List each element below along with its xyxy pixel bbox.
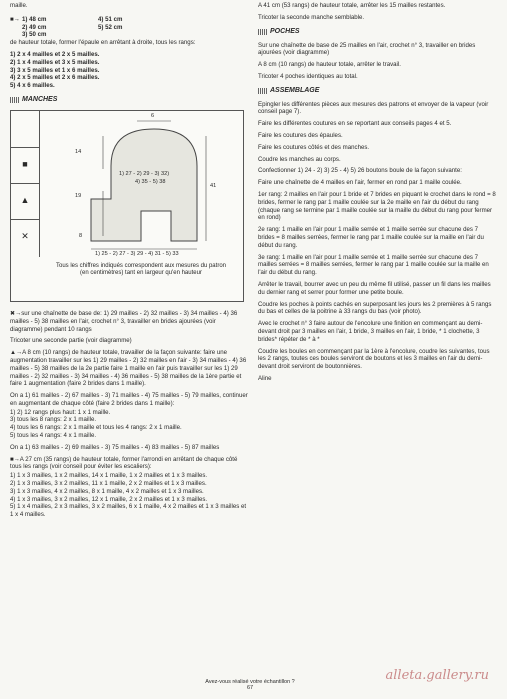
- left-p6-lines: 1) 1 x 3 mailles, 1 x 2 mailles, 14 x 1 maille, 1 x 2 mailles et 1 x 3 mailles. 2) 1 x 3 mailles, 3 x 2 mailles, 11 x 1 maille, 2 x 2 mailles et 1 x 3 mailles. 3) 1 x 3 mailles, 4 x 2 mailles, 8 x 1 maille, 4 x 2 mailles et 1 x 3 mailles. 4) 1 x 3 mailles, 3 x 2 mailles, 12 x 1 maille, 2 x 2 mailles et 1 x 3 mailles. 5) 1 x 4 mailles, 2 x 3 mailles, 3 x 2 mailles, 6 x 1 maille, 4 x 2 mailles et 1 x 3 mailles et 1 x 4 mailles.: [10, 472, 247, 519]
- dim-top: 6: [151, 112, 155, 119]
- size-2: 2) 49 cm: [22, 23, 47, 31]
- top-word: maille.: [10, 2, 28, 9]
- dim-left-mid: 19: [75, 192, 82, 199]
- assembly-14: Coudre les boules en commençant par la 1ère à l'encolure, coudre les suivantes, tous les 2 rangs, toutes ces boules serviront de boutons et les 3 mailles en l'air du demi-devant droit serviront de boutonnières.: [258, 347, 490, 371]
- assembly-3: Faire les coutures des épaules.: [258, 132, 343, 140]
- diagram-caption: Tous les chiffres indiqués correspondent aux mesures du patron (en centimètres) tant en largeur qu'en hauteur: [56, 262, 226, 277]
- section-poches: POCHES: [258, 28, 496, 37]
- right-paragraph-2: Tricoter la seconde manche semblable.: [258, 13, 365, 21]
- section-assemblage: ASSEMBLAGE: [258, 87, 496, 96]
- dim-left-top: 14: [75, 148, 82, 155]
- left-column: [10, 0, 248, 523]
- section-bullet-icon: [10, 97, 19, 103]
- left-paragraph-3: ▲→A 8 cm (10 rangs) de hauteur totale, travailler de la façon suivante: faire une augmentation travailler sur les 1) 29 mailles - 2) 32 mailles en l'air - 3) 34 mailles - 4) 36 mailles - 5) 38 mailles de la 2e partie faire 1 maille en l'air puis travailler sur les 1) 29 mailles - 2) 32 mailles - 3) 34 mailles - 4) 36 mailles - 5) 38 mailles de la 1ère partie et faire 1 augmentation (faire 2 brides dans 1 maille).: [10, 349, 247, 388]
- footer-question: Avez-vous réalisé votre échantillon ?: [205, 679, 295, 685]
- assembly-11: Arrêter le travail, bourrer avec un peu du même fil utilisé, passer un fil dans les mailles du dernier rang et serrer pour former une petite boule.: [258, 281, 491, 296]
- size-list: [10, 16, 248, 39]
- page-number: 67: [246, 685, 254, 692]
- section-bullet-icon: [258, 88, 267, 94]
- left-paragraph-2: Tricoter une seconde partie (voir diagramme): [10, 337, 132, 345]
- assembly-7: Faire une chaînette de 4 mailles en l'air, fermer en rond par 1 maille coulée.: [258, 179, 462, 187]
- assembly-4: Faire les coutures côtés et des manches.: [258, 143, 370, 151]
- left-paragraph-5: On a 1) 63 mailles - 2) 69 mailles - 3) 75 mailles - 4) 83 mailles - 5) 87 mailles: [10, 443, 220, 451]
- dim-bottom: 1) 25 - 2) 27 - 3) 29 - 4) 31 - 5) 33: [95, 250, 179, 257]
- size-4: 4) 51 cm: [98, 15, 123, 23]
- assembly-5: Coudre les manches au corps.: [258, 155, 341, 163]
- right-paragraph-4: A 8 cm (10 rangs) de hauteur totale, arrêter le travail.: [258, 61, 401, 69]
- right-paragraph-5: Tricoter 4 poches identiques au total.: [258, 72, 358, 80]
- assembly-8: 1er rang: 2 mailles en l'air pour 1 bride et 7 brides en piquant le crochet dans le rond = 8 brides, fermer le rang par 1 maille coulée sur la 2e maille en l'air du début du rang (chaque rang se termine par 1 maille coulée sur la maille du début du rang pour fermer en rond): [258, 191, 496, 222]
- assembly-10: 3e rang: 1 maille en l'air pour 1 maille serrée et 1 maille serrée sur chacune des 7 mailles serrées = 8 mailles serrées, fermer le rang par 1 maille coulée sur la maille en l'air du début du rang.: [258, 253, 489, 277]
- section-manches: MANCHES: [10, 96, 248, 105]
- square-marker-icon: ■: [11, 147, 39, 184]
- page-footer: [160, 679, 340, 691]
- size-1: 1) 48 cm: [22, 15, 47, 23]
- sleeve-pattern-shape: [11, 111, 243, 261]
- left-paragraph-6: ■→A 27 cm (35 rangs) de hauteur totale, former l'arrondi en arrêtant de chaque côté tous les rangs (voir conseil pour éviter les escaliers):: [10, 455, 238, 471]
- left-p4-lines: 1) 2) 12 rangs plus haut: 1 x 1 maille. 3) tous les 8 rangs: 2 x 1 maille. 4) tous les 6 rangs: 2 x 1 maille et tous les 4 rangs: 2 x 1 maille. 5) tous les 4 rangs: 4 x 1 maille.: [10, 408, 182, 440]
- left-paragraph-1: ✖→sur une chaînette de base de: 1) 29 mailles - 2) 32 mailles - 3) 34 mailles - 4) 36 mailles - 5) 38 mailles en l'air, crochet n° 3, travailler en brides ajourées (voir diagramme) pendant 10 rangs: [10, 309, 238, 333]
- size-3: 3) 50 cm: [22, 31, 47, 39]
- assembly-2: Faire les différentes coutures en se reportant aux conseils pages 4 et 5.: [258, 120, 452, 128]
- size-5: 5) 52 cm: [98, 23, 123, 31]
- cross-marker-icon: ✕: [21, 231, 29, 242]
- signature: Aline: [258, 375, 272, 382]
- assembly-6: Confectionner 1) 24 - 2) 3) 25 - 4) 5) 26 boutons boule de la façon suivante:: [258, 167, 462, 175]
- right-paragraph-1: A 41 cm (53 rangs) de hauteur totale, arrêter les 15 mailles restantes.: [258, 2, 446, 9]
- shoulder-lines: 1) 2 x 4 mailles et 2 x 5 mailles. 2) 1 x 4 mailles et 3 x 5 mailles. 3) 3 x 5 mailles et 1 x 6 mailles. 4) 2 x 5 mailles et 2 x 6 mailles. 5) 4 x 6 mailles.: [10, 50, 100, 90]
- right-column: [258, 0, 496, 387]
- triangle-marker-icon: ▲: [11, 183, 39, 220]
- right-paragraph-3: Sur une chaînette de base de 25 mailles en l'air, crochet n° 3, travailler en brides ajourées (voir diagramme): [258, 41, 476, 57]
- assembly-13: Avec le crochet n° 3 faire autour de l'encolure une finition en commençant au demi-devant droit par 3 mailles en l'air, 1 bride, 3 mailles en l'air, 1 bride, * 1 clochette, 3 brides* répéter de * à *: [258, 320, 483, 343]
- sleeve-pattern-diagram: [10, 110, 244, 302]
- dim-right: 41: [210, 182, 217, 189]
- left-paragraph-4: On a 1) 61 mailles - 2) 67 mailles - 3) 71 mailles - 4) 75 mailles - 5) 79 mailles, continuer en augmentant de chaque côté (faire 2 brides dans 1 maille):: [10, 392, 248, 407]
- assembly-1: Epingler les différentes pièces aux mesures des patrons et envoyer de la vapeur (voir conseil page 7).: [258, 100, 489, 116]
- assembly-12: Coudre les poches à points cachés en superposant les jours les 2 premières à 5 rangs du bas et celles de la poitrine à 33 rangs du bas (voir photo).: [258, 300, 492, 316]
- dim-bottom-left: 8: [79, 232, 83, 239]
- watermark: alleta.gallery.ru: [385, 668, 489, 683]
- assembly-9: 2e rang: 1 maille en l'air pour 1 maille serrée et 1 maille serrée sur chacune des 7 brides = 8 mailles serrées, fermer le rang par 1 maille coulée sur la maille en l'air du début du rang.: [258, 226, 484, 249]
- dim-row1: 1) 27 - 2) 29 - 3) 32): [119, 170, 170, 177]
- section-bullet-icon: [258, 29, 267, 35]
- dim-row2: 4) 35 - 5) 38: [135, 178, 166, 185]
- size-marker: ■→: [10, 15, 20, 23]
- shoulder-intro: de hauteur totale, former l'épaule en arrêtant à droite, tous les rangs:: [10, 39, 196, 47]
